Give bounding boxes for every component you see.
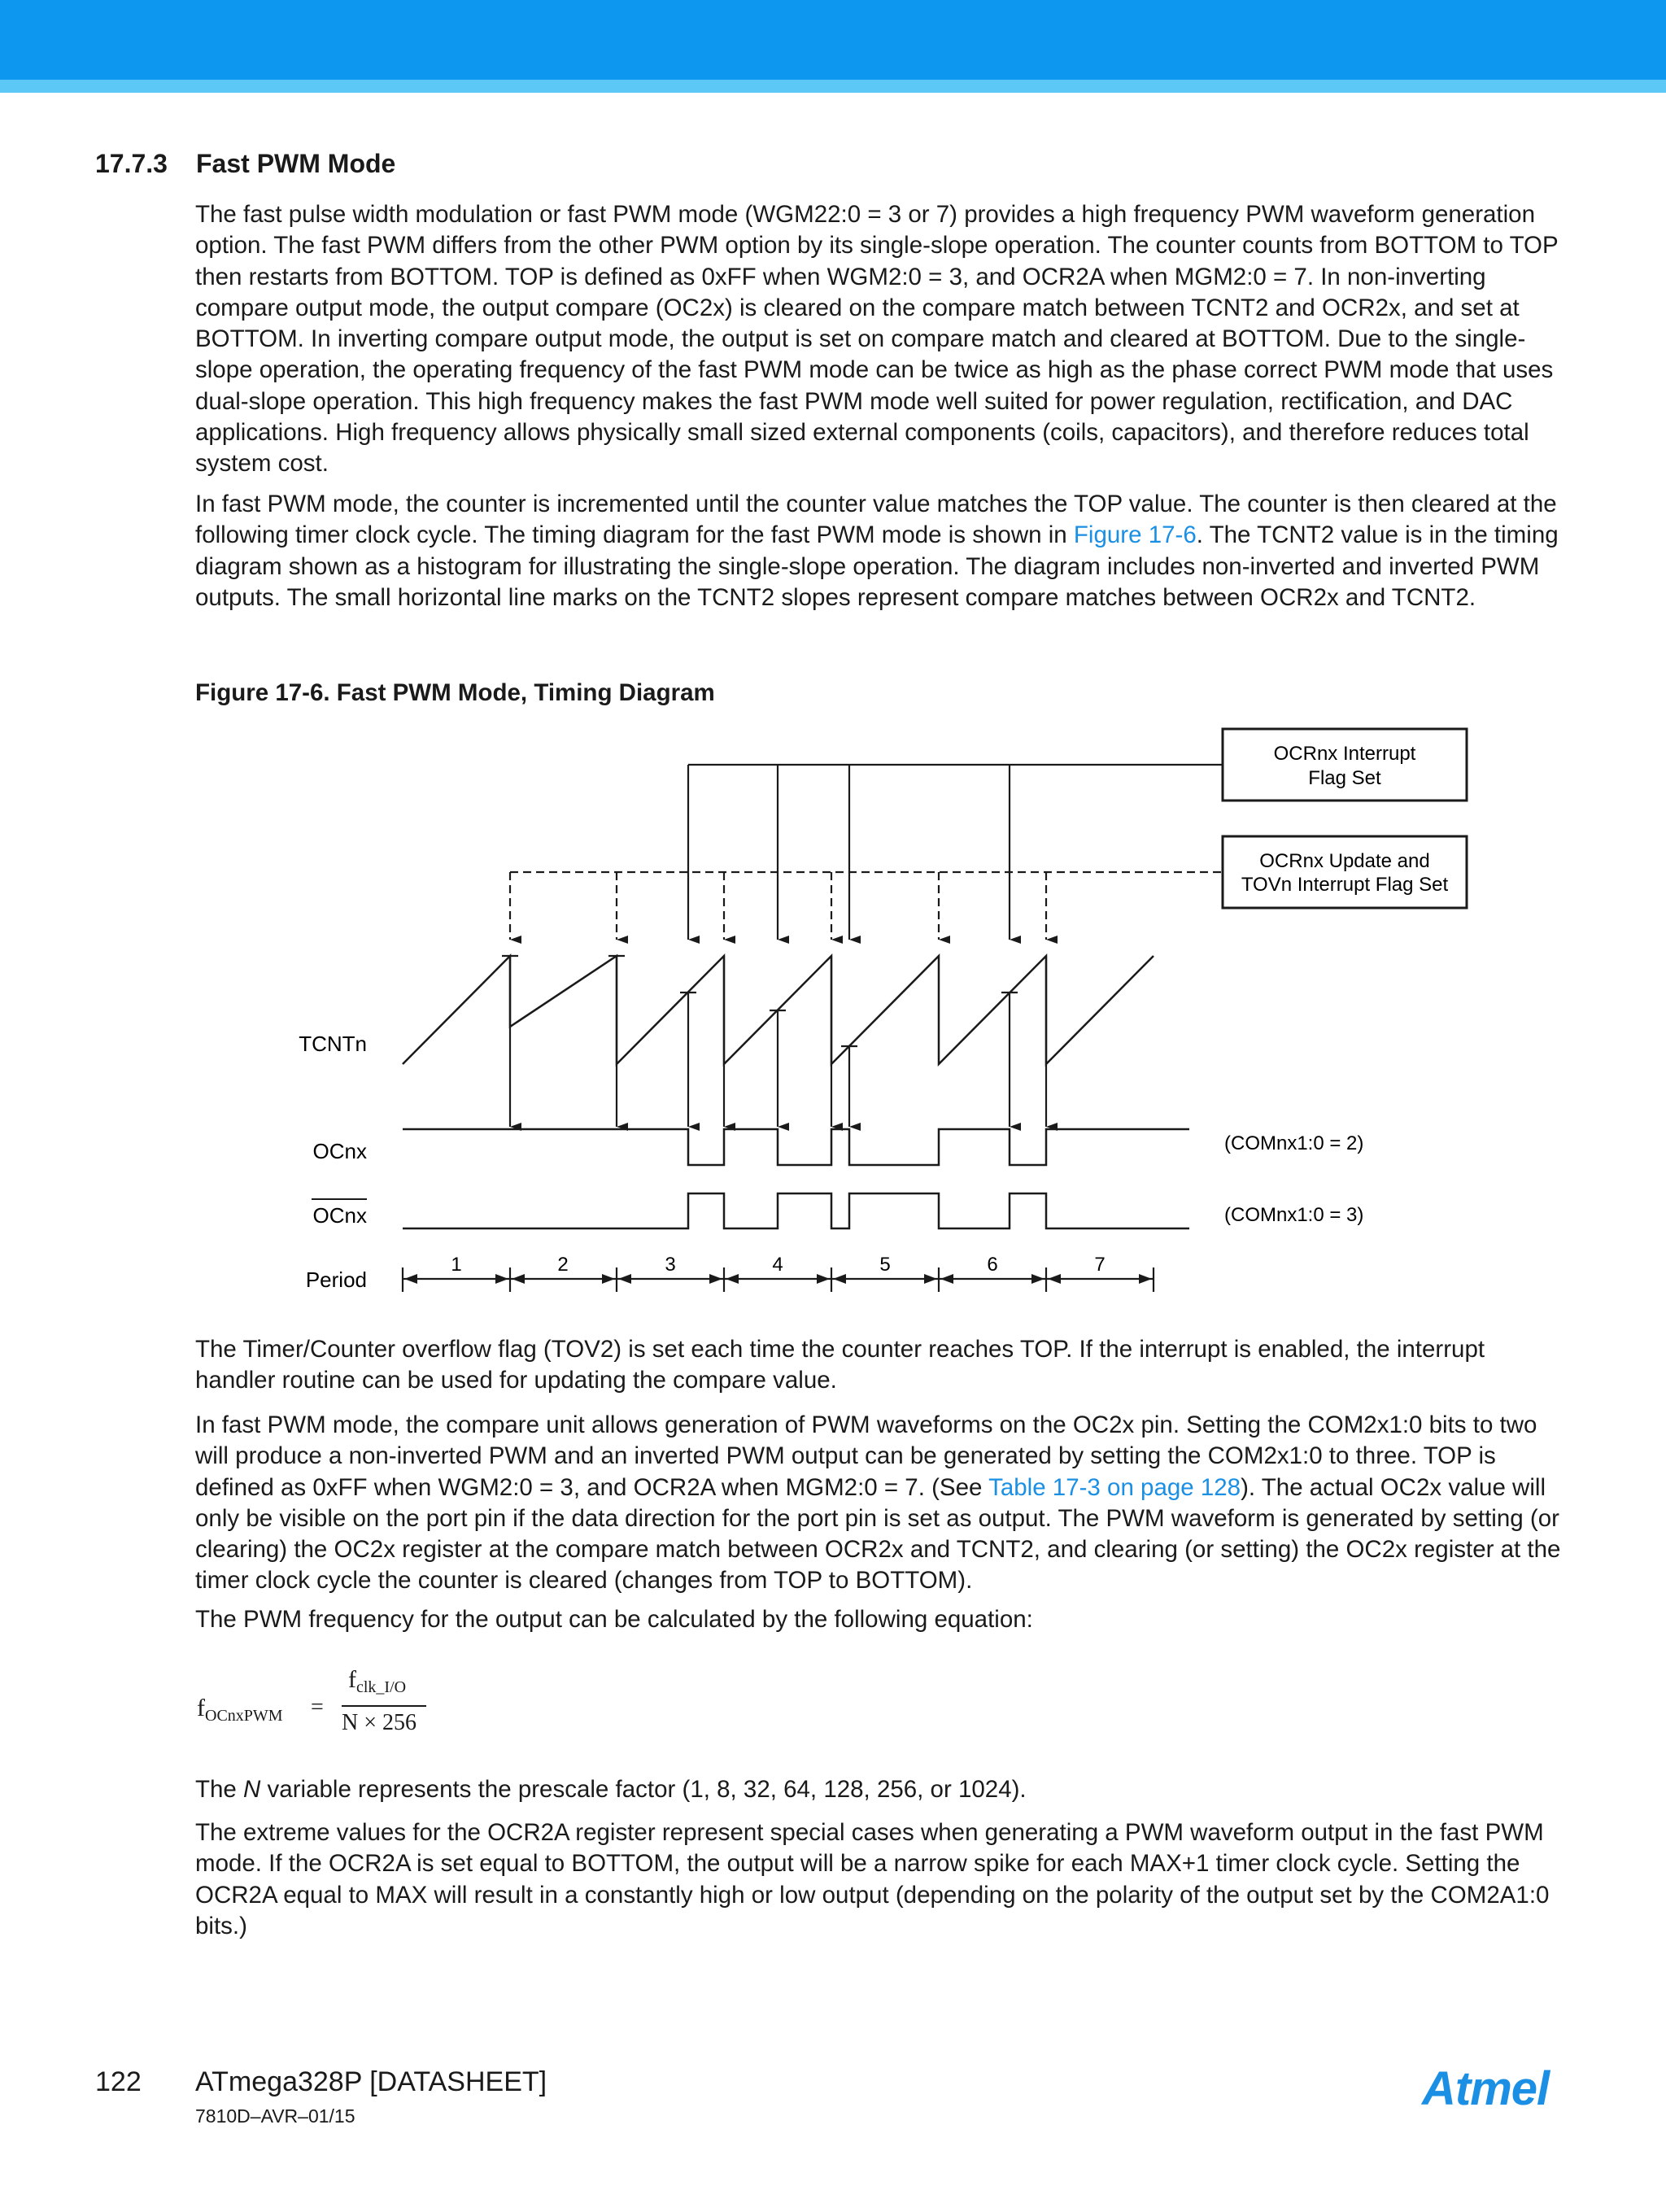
update-flag-box	[1223, 836, 1467, 908]
figure-link[interactable]: Figure 17-6	[1073, 521, 1197, 549]
fraction-bar	[342, 1705, 426, 1707]
com-inverted-label: (COMnx1:0 = 3)	[1224, 1204, 1364, 1226]
text-span: variable represents the prescale factor (1, 8, 32, 64, 128, 256, or 1024).	[260, 1776, 1027, 1803]
section-title: Fast PWM Mode	[196, 149, 396, 178]
box1-line1: OCRnx Interrupt	[1273, 743, 1416, 765]
pwm-frequency-formula	[195, 1660, 521, 1749]
text-span: The	[195, 1776, 244, 1803]
period-numbers	[451, 1254, 1105, 1276]
variable-n: N	[243, 1776, 261, 1803]
text-span: In fast PWM mode, the compare unit allows generation of PWM waveforms on the OC2x pin. Setting the COM2x1:0 bits to two will produce a non-inverted PWM and an inverted PWM output can be generated by setting the COM2x1:0 to three. TOP is defined as 0xFF when WGM2:0 = 3, and OCR2A when MGM2:0 = 7. (See	[195, 1411, 1537, 1501]
period-3: 3	[665, 1254, 676, 1276]
label-period: Period	[305, 1267, 367, 1292]
formula-denominator: N × 256	[342, 1710, 417, 1735]
period-4: 4	[772, 1254, 783, 1276]
formula-num-sub: clk_I/O	[356, 1678, 407, 1696]
compare-match-arrows	[688, 765, 1223, 940]
box2-line2: TOVn Interrupt Flag Set	[1241, 874, 1449, 896]
update-arrows	[510, 872, 1223, 940]
ocnx-waveform	[403, 1129, 1189, 1165]
transition-arrows	[510, 956, 1046, 1127]
box1-line2: Flag Set	[1308, 767, 1381, 789]
label-ocnx: OCnx	[312, 1139, 367, 1163]
text-span: In fast PWM mode, the counter is incremented until the counter value matches the TOP value. The counter is then cleared at the following timer clock cycle. The timing diagram for the fast PWM mode is shown in	[195, 491, 1557, 549]
page-number: 122	[95, 2066, 142, 2097]
paragraph-prescale	[195, 1774, 1570, 1805]
table-link[interactable]: Table 17-3 on page 128	[988, 1473, 1241, 1501]
paragraph-overflow: The Timer/Counter overflow flag (TOV2) is set each time the counter reaches TOP. If the interrupt is enabled, the interrupt handler routine can be used for updating the compare value.	[195, 1336, 1485, 1394]
paragraph-compare-unit	[195, 1410, 1570, 1597]
label-tcnt: TCNTn	[299, 1032, 367, 1056]
figure-caption: Figure 17-6. Fast PWM Mode, Timing Diagram	[195, 679, 715, 706]
text-span: ). The actual OC2x value will only be visible on the port pin if the data direction for the port pin is set as output. The PWM waveform is generated by setting (or clearing) the OC2x register at the compare match between OCR2x and TCNT2, and clearing (or setting) the OC2x register at the timer clock cycle the counter is cleared (changes from TOP to BOTTOM).	[195, 1473, 1561, 1595]
period-7: 7	[1094, 1254, 1106, 1276]
com-noninverted-label: (COMnx1:0 = 2)	[1224, 1132, 1364, 1154]
text-span: . The TCNT2 value is in the timing diagram shown as a histogram for illustrating the single-slope operation. The diagram includes non-inverted and inverted PWM outputs. The small horizontal line marks on the TCNT2 slopes represent compare matches between OCR2x and TCNT2.	[195, 521, 1559, 611]
ocnx-inverted-waveform	[403, 1193, 1189, 1228]
formula-lhs-sub: OCnxPWM	[205, 1707, 283, 1725]
atmel-logo: Atmel	[1422, 2062, 1550, 2115]
paragraph-extreme-values: The extreme values for the OCR2A register represent special cases when generating a PWM waveform output in the fast PWM mode. If the OCR2A is set equal to BOTTOM, the output will be a narrow spike for each MAX+1 timer clock cycle. Setting the OCR2A equal to MAX will result in a constantly high or low output (depending on the polarity of the output set by the COM2A1:0 bits.)	[195, 1819, 1550, 1939]
label-ocnx-inverted: OCnx	[312, 1203, 367, 1228]
period-1: 1	[451, 1254, 462, 1276]
compare-ticks	[502, 956, 1018, 1046]
formula-numerator	[348, 1666, 406, 1697]
period-2: 2	[557, 1254, 569, 1276]
document-code: 7810D–AVR–01/15	[195, 2105, 355, 2127]
paragraph-intro: The fast pulse width modulation or fast PWM mode (WGM22:0 = 3 or 7) provides a high frequency PWM waveform generation option. The fast PWM differs from the other PWM option by its single-slope operation. The counter counts from BOTTOM to TOP then restarts from BOTTOM. TOP is defined as 0xFF when WGM2:0 = 3, and OCR2A when MGM2:0 = 7. In non-inverting compare output mode, the output compare (OC2x) is cleared on the compare match between TCNT2 and OCR2x, and set at BOTTOM. In inverting compare output mode, the output is set on compare match and cleared at BOTTOM. Due to the single-slope operation, the operating frequency of the fast PWM mode can be twice as high as the phase correct PWM mode that uses dual-slope operation. This high frequency makes the fast PWM mode well suited for power regulation, rectification, and DAC applications. High frequency allows physically small sized external components (coils, capacitors), and therefore reduces total system cost.	[195, 201, 1559, 478]
box2-line1: OCRnx Update and	[1259, 850, 1430, 872]
section-number: 17.7.3	[95, 149, 168, 178]
interrupt-flag-box	[1223, 729, 1467, 801]
period-5: 5	[879, 1254, 891, 1276]
formula-lhs-f: f	[197, 1695, 205, 1721]
formula-equals: =	[311, 1695, 324, 1720]
paragraph-frequency: The PWM frequency for the output can be calculated by the following equation:	[195, 1606, 1033, 1633]
period-6: 6	[987, 1254, 998, 1276]
formula-lhs	[197, 1695, 283, 1726]
formula-num-f: f	[348, 1666, 356, 1693]
footer-title: ATmega328P [DATASHEET]	[195, 2066, 547, 2097]
